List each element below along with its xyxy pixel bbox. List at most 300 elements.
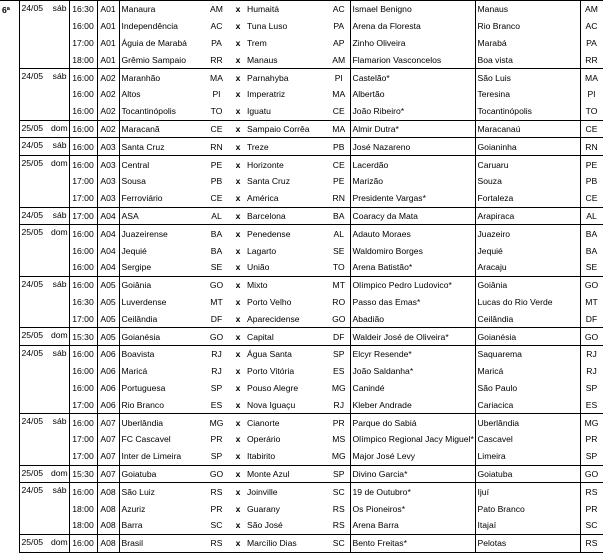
table-row [0, 380, 603, 397]
match-date: 24/05 [19, 414, 49, 465]
versus-mark: x [235, 193, 241, 204]
match-weekday: sáb [49, 69, 69, 120]
away-team: Capital [245, 328, 328, 346]
match-time: 18:00 [69, 517, 97, 534]
home-state: GO [202, 465, 231, 483]
city-state: RS [580, 483, 603, 500]
home-state: PE [202, 156, 231, 173]
home-state: CE [202, 120, 231, 138]
away-state: SP [328, 465, 350, 483]
home-state: MA [202, 69, 231, 86]
match-weekday: sáb [49, 414, 69, 465]
city-state: PB [580, 173, 603, 190]
table-row [0, 517, 603, 534]
city-name: Manaus [475, 1, 580, 18]
match-time: 16:00 [69, 156, 97, 173]
table-row [0, 294, 603, 311]
stadium-name: Kleber Andrade [350, 396, 475, 413]
versus-mark: x [235, 399, 241, 410]
match-time: 16:00 [69, 534, 97, 552]
match-time: 17:00 [69, 310, 97, 327]
versus-mark: x [235, 21, 241, 32]
city-name: Goiatuba [475, 465, 580, 483]
match-series: A07 [97, 465, 119, 483]
match-date: 24/05 [19, 138, 49, 156]
stadium-name: Almir Dutra* [350, 120, 475, 138]
match-time: 17:00 [69, 35, 97, 52]
table-row [0, 276, 603, 293]
city-state: BA [580, 225, 603, 242]
home-state: ES [210, 399, 223, 410]
away-team: Água Santa [245, 345, 328, 362]
stadium-name: Ismael Benigno [350, 1, 475, 18]
match-series: A02 [97, 103, 119, 120]
match-series: A02 [97, 86, 119, 103]
city-state: PR [580, 431, 603, 448]
city-state: GO [580, 465, 603, 483]
match-date: 25/05 [19, 156, 49, 207]
home-state: SP [210, 451, 223, 462]
versus-mark: x [235, 89, 241, 100]
away-state: RN [332, 193, 345, 204]
away-state: SC [328, 483, 350, 500]
home-state: SE [210, 262, 223, 273]
match-time: 16:00 [69, 483, 97, 500]
table-row [0, 190, 603, 207]
stadium-name: Castelão* [350, 69, 475, 86]
match-series: A01 [97, 18, 119, 35]
away-state: PE [333, 176, 345, 187]
city-state: SC [580, 517, 603, 534]
match-series: A04 [97, 225, 119, 242]
match-time: 16:00 [69, 259, 97, 276]
match-series: A03 [97, 173, 119, 190]
city-state: SE [580, 259, 603, 276]
match-series: A08 [97, 517, 119, 534]
home-state: BA [202, 225, 231, 242]
table-row [0, 207, 603, 225]
home-team: Maranhão [119, 69, 202, 86]
city-name: Juazeiro [475, 225, 580, 242]
home-team: ASA [119, 207, 202, 225]
home-team: Sergipe [119, 259, 202, 276]
away-state: ES [333, 366, 345, 377]
away-team: Manaus [247, 54, 278, 65]
match-weekday: dom [49, 465, 69, 483]
match-series: A01 [97, 51, 119, 68]
round-label: 6ª [0, 1, 19, 553]
match-weekday: sáb [49, 276, 69, 327]
match-time: 16:00 [69, 120, 97, 138]
match-series: A02 [97, 69, 119, 86]
home-team: Maricá [119, 363, 202, 380]
stadium-name: Albertão [350, 86, 475, 103]
stadium-name: Parque do Sabiá [350, 414, 475, 431]
home-state: DF [210, 313, 223, 324]
match-time: 16:00 [69, 138, 97, 156]
city-state: PE [580, 156, 603, 173]
table-row [0, 414, 603, 431]
match-weekday: dom [49, 328, 69, 346]
home-state: AL [202, 207, 231, 225]
city-state: SP [580, 380, 603, 397]
match-time: 16:00 [69, 86, 97, 103]
versus-mark: x [231, 225, 245, 242]
home-team: Ceilândia [119, 310, 202, 327]
away-team: Itabirito [247, 451, 276, 462]
away-state: RS [332, 520, 345, 531]
match-date: 25/05 [19, 120, 49, 138]
city-state: CE [580, 120, 603, 138]
table-row [0, 328, 603, 346]
away-team: Porto Vitória [247, 366, 295, 377]
stadium-name: João Ribeiro* [350, 103, 475, 120]
away-team: Horizonte [245, 156, 328, 173]
city-state: MG [580, 414, 603, 431]
home-state: PI [212, 89, 221, 100]
table-row [0, 51, 603, 68]
match-series: A03 [97, 156, 119, 173]
versus-mark: x [231, 120, 245, 138]
away-team: União [247, 262, 270, 273]
home-team: Uberlândia [119, 414, 202, 431]
versus-mark: x [235, 451, 241, 462]
away-team: Penedense [245, 225, 328, 242]
city-state: ES [580, 396, 603, 413]
match-date: 25/05 [19, 534, 49, 552]
match-series: A02 [97, 120, 119, 138]
versus-mark: x [235, 296, 241, 307]
stadium-name: 19 de Outubro* [350, 483, 475, 500]
away-team: Marcílio Dias [245, 534, 328, 552]
city-name: Cariacica [475, 396, 580, 413]
versus-mark: x [231, 276, 245, 293]
match-weekday: sáb [49, 483, 69, 534]
versus-mark: x [235, 176, 241, 187]
city-state: RN [580, 138, 603, 156]
away-team: Barcelona [245, 207, 328, 225]
match-time: 15:30 [69, 465, 97, 483]
table-row [0, 465, 603, 483]
versus-mark: x [235, 382, 241, 393]
match-time: 15:30 [69, 328, 97, 346]
home-team: Goianésia [119, 328, 202, 346]
match-series: A06 [97, 345, 119, 362]
city-state: RS [580, 534, 603, 552]
versus-mark: x [235, 434, 241, 445]
away-state: MS [332, 434, 346, 445]
away-team: Sampaio Corrêa [245, 120, 328, 138]
versus-mark: x [235, 520, 241, 531]
table-row [0, 310, 603, 327]
stadium-name: Olímpico Regional Jacy Miguel* [350, 431, 475, 448]
stadium-name: José Nazareno [350, 138, 475, 156]
versus-mark: x [235, 54, 241, 65]
home-team: Luverdense [119, 294, 202, 311]
city-name: Maracanaú [475, 120, 580, 138]
versus-mark: x [231, 328, 245, 346]
city-name: Ceilândia [475, 310, 580, 327]
match-time: 17:00 [69, 448, 97, 465]
city-name: Limeira [475, 448, 580, 465]
city-name: São Paulo [475, 380, 580, 397]
match-time: 16:00 [69, 18, 97, 35]
city-state: PA [580, 35, 603, 52]
city-state: AM [580, 1, 603, 18]
city-state: CE [580, 190, 603, 207]
home-state: PB [210, 176, 223, 187]
away-team: Nova Iguaçu [247, 399, 296, 410]
away-state: PI [328, 69, 350, 86]
city-name: Maricá [475, 363, 580, 380]
match-series: A07 [97, 448, 119, 465]
away-state: MA [328, 120, 350, 138]
match-time: 16:00 [69, 103, 97, 120]
match-time: 17:00 [69, 190, 97, 207]
home-team: Brasil [119, 534, 202, 552]
match-date: 25/05 [19, 328, 49, 346]
table-row [0, 18, 603, 35]
home-state: TO [210, 106, 223, 117]
city-state: RR [580, 51, 603, 68]
match-weekday: sáb [49, 345, 69, 413]
table-row [0, 448, 603, 465]
away-team: Guarany [247, 503, 280, 514]
match-time: 16:00 [69, 363, 97, 380]
match-series: A04 [97, 242, 119, 259]
match-series: A03 [97, 138, 119, 156]
match-series: A04 [97, 259, 119, 276]
stadium-name: Bento Freitas* [350, 534, 475, 552]
match-weekday: dom [49, 120, 69, 138]
away-state: RO [332, 296, 346, 307]
table-row [0, 1, 603, 18]
away-team: Cianorte [245, 414, 328, 431]
home-state: MT [210, 296, 223, 307]
match-time: 16:00 [69, 345, 97, 362]
city-name: Fortaleza [475, 190, 580, 207]
match-weekday: sáb [49, 1, 69, 69]
stadium-name: Abadião [350, 310, 475, 327]
versus-mark: x [235, 503, 241, 514]
away-state: PB [328, 138, 350, 156]
city-name: Arapiraca [475, 207, 580, 225]
city-name: Marabá [475, 35, 580, 52]
home-state: SP [210, 382, 223, 393]
city-name: Saquarema [475, 345, 580, 362]
stadium-name: Canindé [350, 380, 475, 397]
versus-mark: x [231, 483, 245, 500]
match-weekday: dom [49, 156, 69, 207]
match-series: A06 [97, 380, 119, 397]
match-time: 16:00 [69, 276, 97, 293]
match-series: A08 [97, 500, 119, 517]
home-state: RN [202, 138, 231, 156]
away-state: RJ [333, 399, 344, 410]
away-state: BA [328, 207, 350, 225]
city-state: SP [580, 448, 603, 465]
match-time: 17:00 [69, 431, 97, 448]
versus-mark: x [231, 1, 245, 18]
home-state: RS [202, 483, 231, 500]
city-state: MT [580, 294, 603, 311]
away-team: Imperatriz [247, 89, 286, 100]
away-state: AL [328, 225, 350, 242]
stadium-name: Adauto Moraes [350, 225, 475, 242]
home-state: BA [210, 245, 223, 256]
away-state: CE [332, 106, 345, 117]
away-state: RS [332, 503, 345, 514]
table-row [0, 396, 603, 413]
stadium-name: Waldeir José de Oliveira* [350, 328, 475, 346]
away-team: São José [247, 520, 283, 531]
home-team: Sousa [119, 173, 202, 190]
home-state: AM [202, 1, 231, 18]
match-time: 17:00 [69, 173, 97, 190]
home-state: GO [202, 276, 231, 293]
stadium-name: João Saldanha* [350, 363, 475, 380]
versus-mark: x [231, 207, 245, 225]
home-team: Portuguesa [119, 380, 202, 397]
away-team: Pouso Alegre [247, 382, 299, 393]
match-date: 24/05 [19, 483, 49, 534]
home-team: Altos [119, 86, 202, 103]
stadium-name: Lacerdão [350, 156, 475, 173]
table-row [0, 242, 603, 259]
table-row [0, 345, 603, 362]
city-name: Souza [475, 173, 580, 190]
match-date: 24/05 [19, 1, 49, 69]
match-date: 25/05 [19, 225, 49, 276]
city-state: PI [580, 86, 603, 103]
match-time: 16:00 [69, 69, 97, 86]
home-state: MG [202, 414, 231, 431]
home-team: Barra [119, 517, 202, 534]
table-row [0, 120, 603, 138]
match-series: A05 [97, 310, 119, 327]
stadium-name: Arena Barra [350, 517, 475, 534]
home-team: Jequié [119, 242, 202, 259]
home-state: PR [210, 434, 223, 445]
stadium-name: Os Pioneiros* [350, 500, 475, 517]
table-row [0, 69, 603, 86]
city-name: Rio Branco [475, 18, 580, 35]
match-series: A07 [97, 431, 119, 448]
home-team: Inter de Limeira [119, 448, 202, 465]
away-team: Mixto [245, 276, 328, 293]
stadium-name: Arena da Floresta [350, 18, 475, 35]
city-state: RJ [580, 345, 603, 362]
away-state: MG [331, 451, 346, 462]
stadium-name: Zinho Oliveira [350, 35, 475, 52]
city-name: Goianinha [475, 138, 580, 156]
away-state: TO [332, 262, 345, 273]
versus-mark: x [231, 534, 245, 552]
home-team: Águia de Marabá [119, 35, 202, 52]
home-team: Juazeirense [119, 225, 202, 242]
match-series: A03 [97, 190, 119, 207]
match-weekday: sáb [49, 138, 69, 156]
table-row [0, 431, 603, 448]
city-state: GO [580, 276, 603, 293]
match-date: 24/05 [19, 276, 49, 327]
away-team: Treze [245, 138, 328, 156]
away-team: Iguatu [247, 106, 271, 117]
match-series: A07 [97, 414, 119, 431]
home-team: Rio Branco [119, 396, 202, 413]
versus-mark: x [235, 262, 241, 273]
match-weekday: dom [49, 225, 69, 276]
home-state: PR [210, 503, 223, 514]
match-date: 24/05 [19, 207, 49, 225]
city-state: TO [580, 103, 603, 120]
home-team: Santa Cruz [119, 138, 202, 156]
away-team: Monte Azul [245, 465, 328, 483]
away-state: SC [328, 534, 350, 552]
away-state: DF [328, 328, 350, 346]
home-team: Goiatuba [119, 465, 202, 483]
home-state: AC [210, 21, 223, 32]
home-team: São Luiz [119, 483, 202, 500]
away-state: AP [333, 37, 345, 48]
city-state: DF [580, 310, 603, 327]
city-name: Goiânia [475, 276, 580, 293]
table-row [0, 173, 603, 190]
home-team: Maracanã [119, 120, 202, 138]
fixture-body [0, 1, 603, 553]
home-team: Tocantinópolis [119, 103, 202, 120]
match-weekday: dom [49, 534, 69, 552]
away-state: SP [328, 345, 350, 362]
match-weekday: sáb [49, 207, 69, 225]
city-name: Boa vista [475, 51, 580, 68]
versus-mark: x [235, 245, 241, 256]
match-series: A06 [97, 396, 119, 413]
home-state: RJ [211, 366, 222, 377]
away-team: Santa Cruz [247, 176, 290, 187]
home-state: GO [202, 328, 231, 346]
home-state: RR [210, 54, 223, 65]
away-state: MG [331, 382, 346, 393]
away-team: Humaitá [245, 1, 328, 18]
home-team: Central [119, 156, 202, 173]
away-team: Lagarto [247, 245, 277, 256]
match-date: 25/05 [19, 465, 49, 483]
versus-mark: x [231, 156, 245, 173]
away-team: Joinville [245, 483, 328, 500]
city-state: AC [580, 18, 603, 35]
city-state: PR [580, 500, 603, 517]
home-team: Ferroviário [119, 190, 202, 207]
match-date: 24/05 [19, 345, 49, 413]
match-series: A05 [97, 328, 119, 346]
table-row [0, 35, 603, 52]
city-name: Caruaru [475, 156, 580, 173]
match-time: 16:30 [69, 1, 97, 18]
match-series: A04 [97, 207, 119, 225]
home-state: RS [202, 534, 231, 552]
versus-mark: x [231, 138, 245, 156]
city-name: Aracaju [475, 259, 580, 276]
match-time: 18:00 [69, 51, 97, 68]
stadium-name: Arena Batistão* [350, 259, 475, 276]
match-date: 24/05 [19, 69, 49, 120]
stadium-name: Passo das Emas* [350, 294, 475, 311]
home-team: Goiânia [119, 276, 202, 293]
stadium-name: Divino Garcia* [350, 465, 475, 483]
match-series: A01 [97, 35, 119, 52]
table-row [0, 534, 603, 552]
